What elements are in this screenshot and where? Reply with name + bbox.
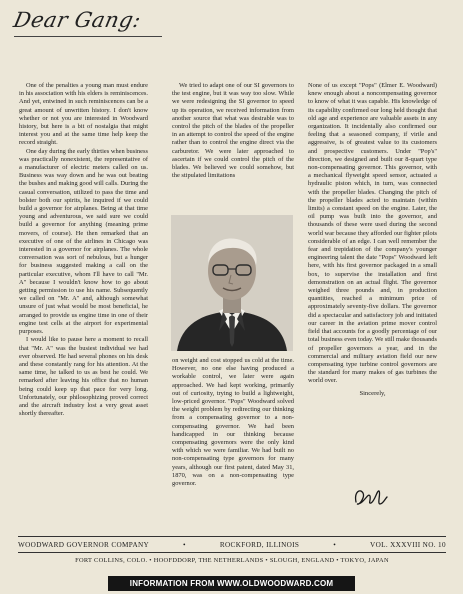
paragraph: I would like to pause here a moment to recall that "Mr. A" was the busiest individual we had ever observed. He had several phones on his desk and these constantly rang for his attention. At the same time, he talked to us as best he could. We remarked after leaving his office that no human being could keep up that pace for very long. Unfortunately, our philosophizing proved correct and the aircraft industry lost a very great asset shortly thereafter. — [19, 336, 148, 418]
letter-column-3 — [308, 82, 437, 398]
footer-middle-rule — [18, 552, 446, 553]
paragraph: We tried to adapt one of our SI governors to the test engine, but it was way too slow. While we were redesigning the SI governor to speed up its operation, we received information from another source that what was desirable was to control the pitch of the blades of the propeller in an attempt to control the speed of the engine rather than to control the engine direct via the carburetor. We were later approached to ascertain if we could control the pitch of the blades. We believed we could somehow, but the stipulated limitations — [172, 82, 294, 180]
paragraph: One day during the early thirties when business was practically nonexistent, the representative of a manufacturer of electric meters called on us. Business was way down and he was out beating the bushes and making good will calls. During the casual conversation, utilized to pass the time and bolster both our spirits, he inquired if we could build a governor for airplanes. Being at that time young and adventurous, we said sure we could build a governor for anything (meaning prime movers, of course). He then remarked that an executive of one of the airlines in Chicago was interested in a governor for airplanes. The whole conversation was sort of nebulous, but a hunger for business suggested making a call on the particular executive, whom I'll have to call "Mr. A" because I wouldn't know how to go about getting permission to use his name. Subsequently we called on "Mr. A" and, although somewhat unsure of just what would be most beneficial, he arranged to provide us engine time in one of their engine test cells at the airport for experimental purposes. — [19, 147, 148, 336]
company-city: ROCKFORD, ILLINOIS — [219, 541, 300, 549]
portrait-photo — [171, 215, 293, 351]
source-banner: INFORMATION FROM WWW.OLDWOODWARD.COM — [108, 576, 355, 591]
separator: • — [183, 541, 186, 549]
footer-top-rule — [18, 536, 446, 537]
letter-column-1 — [19, 82, 148, 418]
signoff: Sincerely, — [359, 389, 386, 397]
handwritten-signature — [350, 484, 390, 515]
company-name: WOODWARD GOVERNOR COMPANY — [18, 541, 150, 549]
salutation-underline — [14, 36, 162, 37]
paragraph: on weight and cost stopped us cold at the time. However, no one else having produced a workable control, we later were again approached. We had kept working, primarily out of curiosity, trying to build a lightweight, low-priced governor. "Pops" Woodward solved the weight problem by redirecting our thinking from a compensating governor to a non-compensating governor. We had been handicapped in our thinking because compensating governors were the only kind with which we were familiar. We had built no non-compensating type governors for many years, although our first patent, dated May 31, 1870, was on a non-compensating type governor. — [172, 357, 294, 488]
letter-column-2 — [172, 82, 294, 488]
footer-locations: FORT COLLINS, COLO. • HOOFDDORP, THE NETHERLANDS • SLOUGH, ENGLAND • TOKYO, JAPAN — [75, 557, 389, 564]
volume-number: VOL. XXXVIII NO. 10 — [370, 541, 446, 549]
paragraph: One of the penalties a young man must endure in his association with his elders is reminiscences. And yet, entwined in such reminiscences can be a great amount of unwritten history. I don't know whether or not you are interested in Woodward history, but here is a bit of nostalgia that might interest you and at the same time help keep the record straight. — [19, 82, 148, 147]
handwritten-salutation: Dear Gang: — [11, 8, 144, 32]
footer-masthead — [18, 541, 446, 549]
separator: • — [333, 541, 337, 549]
paragraph: None of us except "Pops" (Elmer E. Woodward) knew enough about a noncompensating governor to know of what it was capable. His knowledge of its capability confirmed our long held thought that old age and experience are valuable assets in any organization. It incidentally also confirmed our feeling that a seasoned company, if virile and aggressive, is of greatest value to its customers and prospective customers. Under "Pop's" direction, we designed and built our 8-quart type non-compensating governor. This governor, with a mechanical flyweight speed sensor, actuated a hydraulic piston which, in turn, was connected with the propeller blades. Changing the pitch of the propeller blades acted to maintain (within limits) a constant speed on the engine. Later, the oil pump was built into the governor, and thousands of these were used during the second world war because they afforded our fighter pilots considerable of an edge. I can well remember the fear and trepidation of the company's younger engineering talent the date "Pops" Woodward left here, with his first governor packaged in a small box, to supervise the installation and first demonstration on an actual flight. The governor weighed three pounds and, in production quantities, reached a minimum price of approximately seventy-five dollars. The governor did a spectacular and satisfactory job and initiated our career in the aviation prime mover control field that accounts for a goodly percentage of our total business even today. We still make thousands of propeller governors a year, and in the commercial and military aviation field our new compensating type turbine control governors are the standard for many makes of gas turbines the world over. — [308, 82, 437, 385]
